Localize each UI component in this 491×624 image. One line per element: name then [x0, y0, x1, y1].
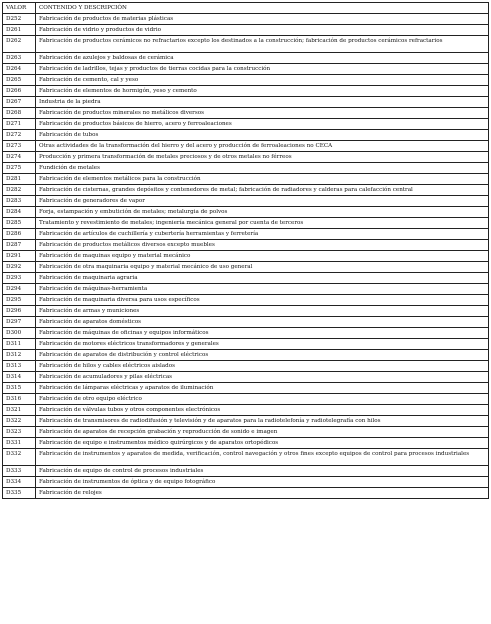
row-code: D312 [3, 350, 36, 361]
row-description: Otras actividades de la transformación del hierro y del acero y producción de ferroaleaciones no CECA [36, 141, 489, 152]
row-code: D275 [3, 163, 36, 174]
row-description: Fabricación de otro equipo eléctrico [36, 394, 489, 405]
row-code: D297 [3, 317, 36, 328]
row-code: D266 [3, 86, 36, 97]
row-description: Industria de la piedra [36, 97, 489, 108]
row-description: Fabricación de motores eléctricos transformadores y generales [36, 339, 489, 350]
table-row [3, 273, 489, 284]
row-description: Fabricación de lámparas eléctricas y aparatos de iluminación [36, 383, 489, 394]
row-code: D262 [3, 36, 36, 53]
row-code: D321 [3, 405, 36, 416]
table-row [3, 488, 489, 499]
row-description: Fabricación de maquinaria agraria [36, 273, 489, 284]
row-description: Fabricación de artículos de cuchillería y cubertería herramientas y ferretería [36, 229, 489, 240]
row-description: Fabricación de generadores de vapor [36, 196, 489, 207]
table-row [3, 350, 489, 361]
header-row [3, 3, 489, 14]
table-row [3, 119, 489, 130]
table-row [3, 163, 489, 174]
page [2, 2, 488, 499]
table-row [3, 36, 489, 53]
values-table [2, 2, 489, 499]
row-description: Fabricación de hilos y cables eléctricos aislados [36, 361, 489, 372]
row-code: D315 [3, 383, 36, 394]
table-row [3, 284, 489, 295]
row-code: D286 [3, 229, 36, 240]
row-description: Fabricación de máquinas de oficinas y equipos informáticos [36, 328, 489, 339]
row-code: D282 [3, 185, 36, 196]
row-description: Tratamiento y revestimiento de metales; ingeniería mecánica general por cuenta de terceros [36, 218, 489, 229]
row-description: Fabricación de productos cerámicos no refractarios excepto los destinados a la construcción; fabricación de productos cerámicos refractarios [36, 36, 489, 53]
row-description: Fabricación de cemento, cal y yeso [36, 75, 489, 86]
row-description: Fabricación de instrumentos y aparatos de medida, verificación, control navegación y otros fines excepto equipos de control para procesos industriales [36, 449, 489, 466]
row-description: Fabricación de acumuladores y pilas eléctricas [36, 372, 489, 383]
table-row [3, 262, 489, 273]
row-code: D294 [3, 284, 36, 295]
row-description: Fabricación de equipo e instrumentos médico quirúrgicos y de aparatos ortopédicos [36, 438, 489, 449]
table-row [3, 14, 489, 25]
table-row [3, 185, 489, 196]
header-valor: VALOR [3, 3, 36, 14]
row-code: D264 [3, 64, 36, 75]
row-code: D293 [3, 273, 36, 284]
row-description: Fabricación de productos minerales no metálicos diversos [36, 108, 489, 119]
table-row [3, 207, 489, 218]
row-description: Fabricación de aparatos de recepción grabación y reproducción de sonido e imagen [36, 427, 489, 438]
row-description: Producción y primera transformación de metales preciosos y de otros metales no férreos [36, 152, 489, 163]
row-description: Fabricación de productos de materias plásticas [36, 14, 489, 25]
row-code: D333 [3, 466, 36, 477]
table-row [3, 130, 489, 141]
table-row [3, 240, 489, 251]
table-row [3, 174, 489, 185]
row-code: D291 [3, 251, 36, 262]
row-code: D316 [3, 394, 36, 405]
row-code: D331 [3, 438, 36, 449]
row-description: Fabricación de elementos de hormigón, yeso y cemento [36, 86, 489, 97]
row-code: D252 [3, 14, 36, 25]
row-description: Fabricación de vidrio y productos de vidrio [36, 25, 489, 36]
row-code: D284 [3, 207, 36, 218]
row-description: Fabricación de productos metálicos diversos excepto muebles [36, 240, 489, 251]
row-description: Fabricación de maquinaria diversa para usos específicos [36, 295, 489, 306]
row-description: Fabricación de productos básicos de hierro, acero y ferroaleaciones [36, 119, 489, 130]
row-description: Fabricación de armas y municiones [36, 306, 489, 317]
row-code: D300 [3, 328, 36, 339]
row-description: Fabricación de tubos [36, 130, 489, 141]
table-row [3, 251, 489, 262]
row-code: D292 [3, 262, 36, 273]
table-row [3, 86, 489, 97]
table-row [3, 477, 489, 488]
row-description: Fabricación de aparatos de distribución y control eléctricos [36, 350, 489, 361]
table-row [3, 152, 489, 163]
table-row [3, 328, 489, 339]
table-row [3, 218, 489, 229]
row-description: Fabricación de máquinas-herramienta [36, 284, 489, 295]
table-row [3, 295, 489, 306]
row-code: D265 [3, 75, 36, 86]
row-code: D261 [3, 25, 36, 36]
table-row [3, 196, 489, 207]
row-description: Fabricación de otra maquinaria equipo y material mecánico de uso general [36, 262, 489, 273]
row-code: D283 [3, 196, 36, 207]
table-row [3, 394, 489, 405]
row-description: Fabricación de equipo de control de procesos industriales [36, 466, 489, 477]
table-row [3, 306, 489, 317]
row-description: Fabricación de transmisores de radiodifusión y televisión y de aparatos para la radiotelefonía y radiotelegrafía con hilos [36, 416, 489, 427]
table-row [3, 372, 489, 383]
row-description: Fabricación de elementos metálicos para la construcción [36, 174, 489, 185]
row-code: D334 [3, 477, 36, 488]
row-code: D263 [3, 53, 36, 64]
table-row [3, 466, 489, 477]
row-description: Forja, estampación y embutición de metales; metalurgia de polvos [36, 207, 489, 218]
row-description: Fabricación de cisternas, grandes depósitos y contenedores de metal; fabricación de radiadores y calderas para calefacción central [36, 185, 489, 196]
row-code: D296 [3, 306, 36, 317]
row-code: D281 [3, 174, 36, 185]
table-row [3, 75, 489, 86]
row-code: D285 [3, 218, 36, 229]
table-row [3, 53, 489, 64]
row-code: D274 [3, 152, 36, 163]
row-code: D295 [3, 295, 36, 306]
row-description: Fabricación de ladrillos, tejas y productos de tierras cocidas para la construcción [36, 64, 489, 75]
table-row [3, 97, 489, 108]
row-description: Fabricación de relojes [36, 488, 489, 499]
row-code: D314 [3, 372, 36, 383]
row-description: Fabricación de azulejos y baldosas de cerámica [36, 53, 489, 64]
row-description: Fabricación de maquinas equipo y material mecánico [36, 251, 489, 262]
row-code: D272 [3, 130, 36, 141]
row-code: D267 [3, 97, 36, 108]
table-row [3, 416, 489, 427]
table-row [3, 64, 489, 75]
table-body [3, 14, 489, 499]
row-description: Fabricación de instrumentos de óptica y de equipo fotográfico [36, 477, 489, 488]
row-code: D322 [3, 416, 36, 427]
table-row [3, 229, 489, 240]
table-row [3, 438, 489, 449]
row-code: D332 [3, 449, 36, 466]
table-row [3, 108, 489, 119]
row-code: D335 [3, 488, 36, 499]
row-code: D271 [3, 119, 36, 130]
row-code: D287 [3, 240, 36, 251]
table-row [3, 317, 489, 328]
table-row [3, 361, 489, 372]
row-code: D311 [3, 339, 36, 350]
row-description: Fabricación de aparatos domésticos [36, 317, 489, 328]
table-row [3, 383, 489, 394]
table-row [3, 25, 489, 36]
row-code: D273 [3, 141, 36, 152]
row-code: D313 [3, 361, 36, 372]
table-row [3, 405, 489, 416]
table-row [3, 449, 489, 466]
row-code: D268 [3, 108, 36, 119]
table-row [3, 427, 489, 438]
table-row [3, 141, 489, 152]
header-contenido: CONTENIDO Y DESCRIPCIÓN [36, 3, 489, 14]
row-description: Fundición de metales [36, 163, 489, 174]
row-description: Fabricación de válvulas tubos y otros componentes electrónicos [36, 405, 489, 416]
table-row [3, 339, 489, 350]
row-code: D323 [3, 427, 36, 438]
